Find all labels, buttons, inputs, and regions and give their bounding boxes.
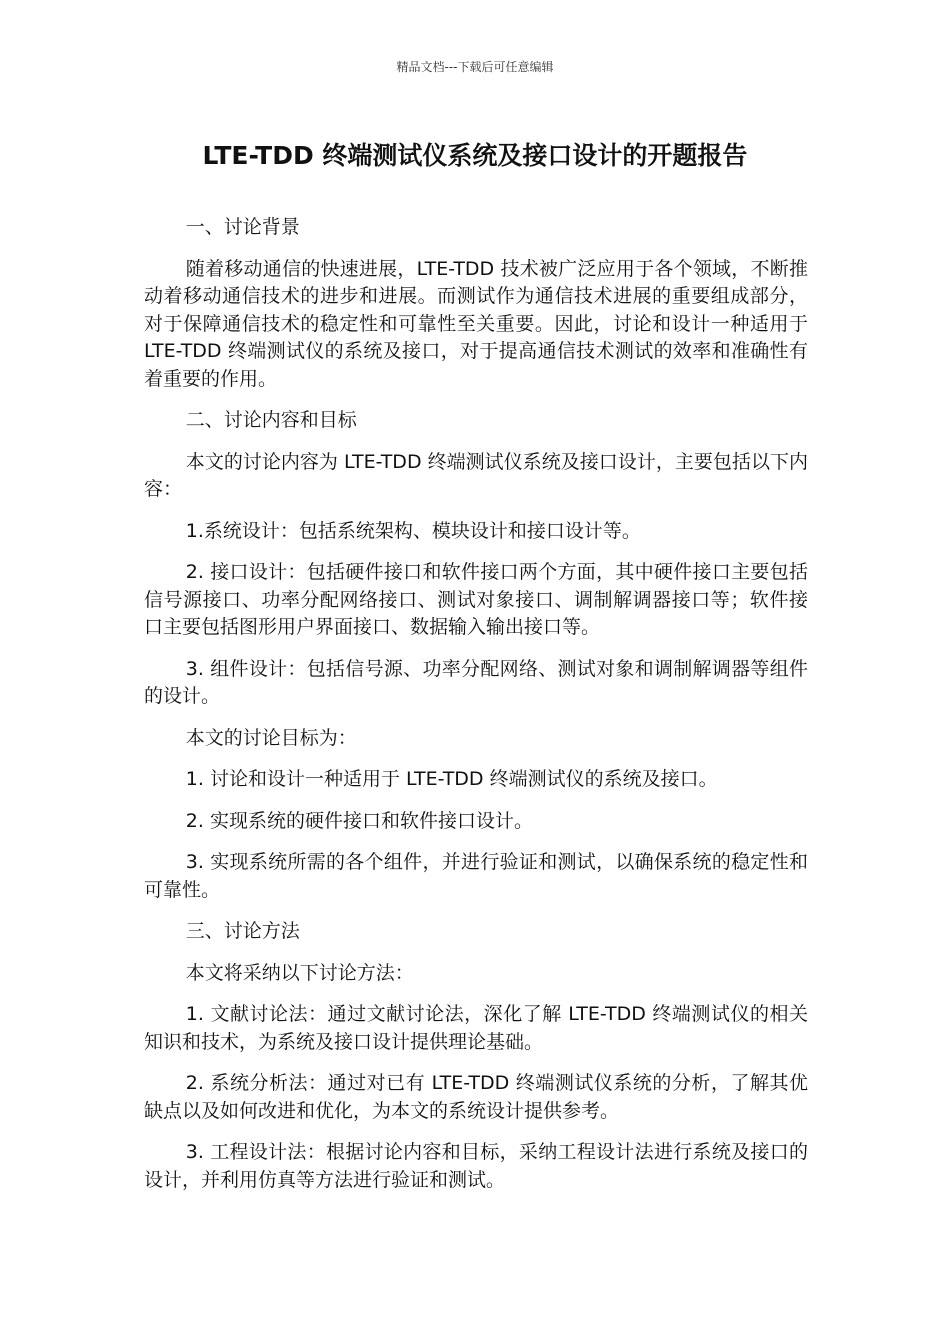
header-note: 精品文档---下载后可任意编辑 (396, 60, 554, 74)
section-heading-methods: 三、讨论方法 (185, 920, 300, 942)
section-heading-background: 一、讨论背景 (185, 216, 300, 238)
paragraph-content-intro: 本文的讨论内容为 LTE-TDD 终端测试仪系统及接口设计，主要包括以下内容： (144, 450, 808, 500)
paragraph-background: 随着移动通信的快速进展，LTE-TDD 技术被广泛应用于各个领域，不断推动着移动通信技术的进步和进展。而测试作为通信技术进展的重要组成部分，对于保障通信技术的稳定性和可靠性至关重要。因此，讨论和设计一种适用于 LTE-TDD 终端测试仪的系统及接口，对于提高通信技术测试的效率和准确性有着重要的作用。 (144, 257, 808, 390)
list-item-system-design: 1.系统设计：包括系统架构、模块设计和接口设计等。 (185, 519, 641, 542)
paragraph-methods-intro: 本文将采纳以下讨论方法： (185, 961, 414, 984)
document-body (144, 214, 808, 1208)
document-title: LTE-TDD 终端测试仪系统及接口设计的开题报告 (202, 141, 748, 170)
list-item-goal-1: 1. 讨论和设计一种适用于 LTE-TDD 终端测试仪的系统及接口。 (185, 768, 718, 790)
list-item-method-engineering: 3. 工程设计法：根据讨论内容和目标，采纳工程设计法进行系统及接口的设计，并利用仿真等方法进行验证和测试。 (144, 1141, 808, 1191)
list-item-interface-design: 2. 接口设计：包括硬件接口和软件接口两个方面，其中硬件接口主要包括信号源接口、功率分配网络接口、测试对象接口、调制解调器接口等；软件接口主要包括图形用户界面接口、数据输入输出接口等。 (144, 561, 808, 638)
list-item-goal-2: 2. 实现系统的硬件接口和软件接口设计。 (185, 809, 533, 832)
list-item-method-literature: 1. 文献讨论法：通过文献讨论法，深化了解 LTE-TDD 终端测试仪的相关知识和技术，为系统及接口设计提供理论基础。 (144, 1003, 808, 1053)
list-item-component-design: 3. 组件设计：包括信号源、功率分配网络、测试对象和调制解调器等组件的设计。 (144, 657, 808, 707)
paragraph-goals-intro: 本文的讨论目标为： (185, 726, 357, 749)
section-heading-content-goals: 二、讨论内容和目标 (185, 409, 357, 431)
list-item-method-system-analysis: 2. 系统分析法：通过对已有 LTE-TDD 终端测试仪系统的分析，了解其优缺点以及如何改进和优化，为本文的系统设计提供参考。 (144, 1072, 808, 1122)
list-item-goal-3: 3. 实现系统所需的各个组件，并进行验证和测试，以确保系统的稳定性和可靠性。 (144, 851, 808, 901)
